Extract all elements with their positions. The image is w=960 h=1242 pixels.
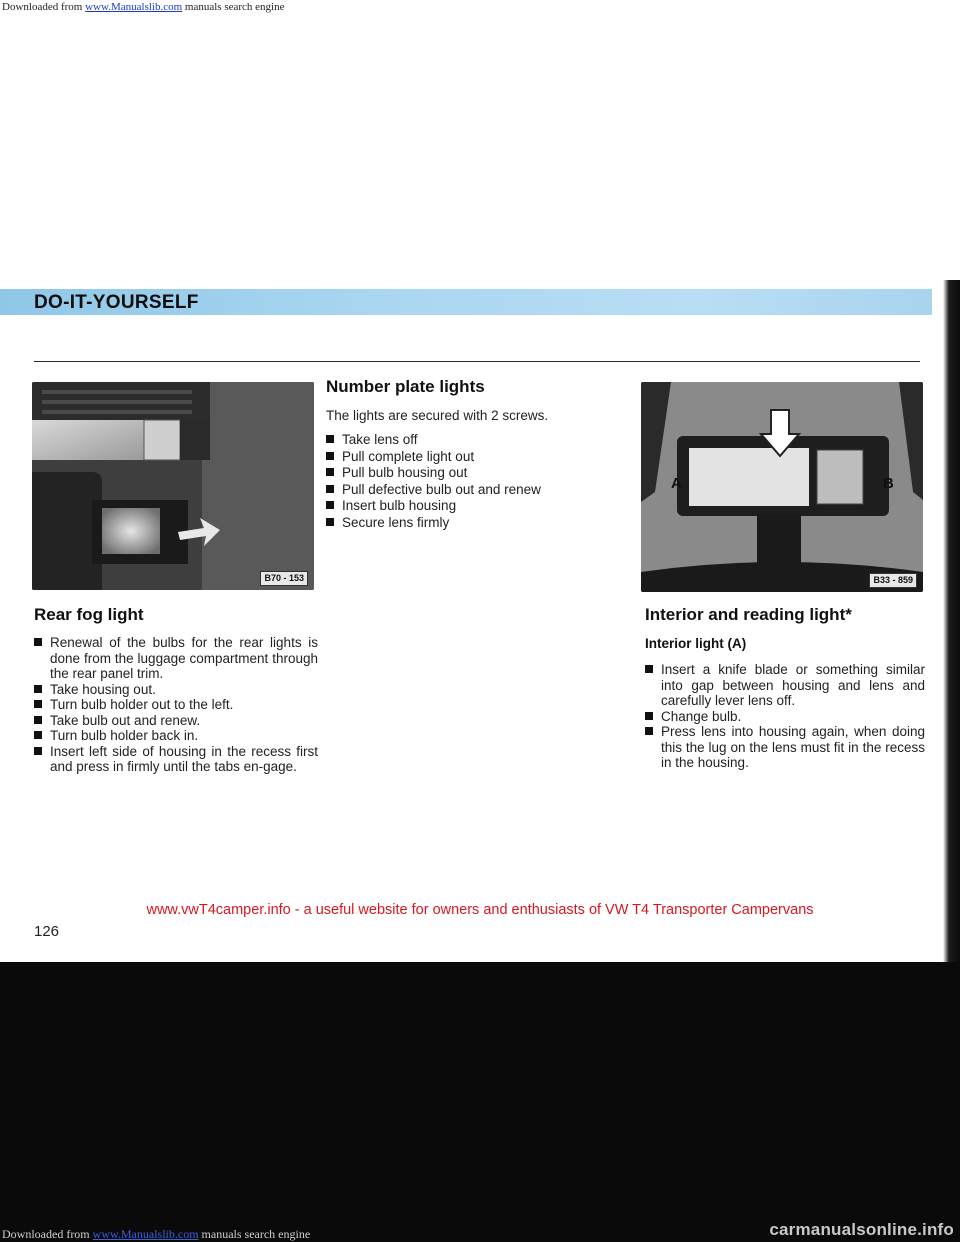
list-item: Pull complete light out [326, 449, 596, 466]
list-item: Press lens into housing again, when doing this the lug on the lens must fit in the recess in the housing. [645, 724, 925, 771]
list-item: Pull bulb housing out [326, 465, 596, 482]
watermark: carmanualsonline.info [769, 1220, 954, 1239]
figure-code-right: B33 - 859 [869, 573, 917, 588]
list-item: Insert bulb housing [326, 498, 596, 515]
interior-light-section [645, 604, 925, 771]
interior-light-heading: Interior and reading light* [645, 605, 852, 624]
list-item: Insert left side of housing in the recess first and press in firmly until the tabs en-gage. [34, 744, 318, 775]
list-item: Secure lens firmly [326, 515, 596, 532]
list-item: Pull defective bulb out and renew [326, 482, 596, 499]
list-item: Turn bulb holder out to the left. [34, 697, 318, 713]
page-number: 126 [34, 923, 60, 940]
banner-suffix: manuals search engine [184, 1, 285, 13]
rear-fog-light-steps [34, 635, 318, 775]
list-item: Take bulb out and renew. [34, 713, 318, 729]
list-item: Insert a knife blade or something similar into gap between housing and lens and carefully lever lens off. [645, 662, 925, 709]
page-edge-shadow [943, 280, 960, 962]
interior-light-subheading: Interior light (A) [645, 636, 747, 651]
figure-code-left: B70 - 153 [260, 571, 308, 586]
interior-light-illustration [641, 382, 923, 592]
header-divider [34, 361, 920, 362]
list-item: Take lens off [326, 432, 596, 449]
number-plate-lights-heading: Number plate lights [326, 377, 485, 396]
number-plate-lights-steps [326, 432, 596, 531]
list-item: Renewal of the bulbs for the rear lights is done from the luggage compartment through the rear panel trim. [34, 635, 318, 682]
manualslib-link[interactable]: www.Manualslib.com [92, 1227, 199, 1241]
banner-prefix: Downloaded from [2, 1227, 90, 1241]
rear-fog-light-section [34, 604, 318, 775]
section-title: DO-IT-YOURSELF [34, 292, 199, 313]
rear-fog-light-heading: Rear fog light [34, 605, 144, 624]
number-plate-lights-intro: The lights are secured with 2 screws. [326, 408, 549, 423]
manualslib-link[interactable]: www.Manualslib.com [85, 1, 183, 13]
interior-light-photo [641, 382, 923, 592]
list-item: Change bulb. [645, 709, 925, 725]
label-b: B [883, 475, 894, 492]
scan-black-area [0, 962, 960, 1242]
rear-fog-light-photo [32, 382, 314, 590]
number-plate-lights-section [326, 376, 596, 531]
banner-suffix: manuals search engine [201, 1227, 311, 1241]
rear-fog-light-illustration [32, 382, 314, 590]
interior-light-steps [645, 662, 925, 771]
campervan-website-link[interactable]: www.vwT4camper.info - a useful website for owners and enthusiasts of VW T4 Transporter Campervans [146, 902, 814, 918]
list-item: Take housing out. [34, 682, 318, 698]
list-item: Turn bulb holder back in. [34, 728, 318, 744]
download-banner-top [0, 0, 960, 14]
banner-prefix: Downloaded from [2, 1, 83, 13]
label-a: A [671, 475, 682, 492]
